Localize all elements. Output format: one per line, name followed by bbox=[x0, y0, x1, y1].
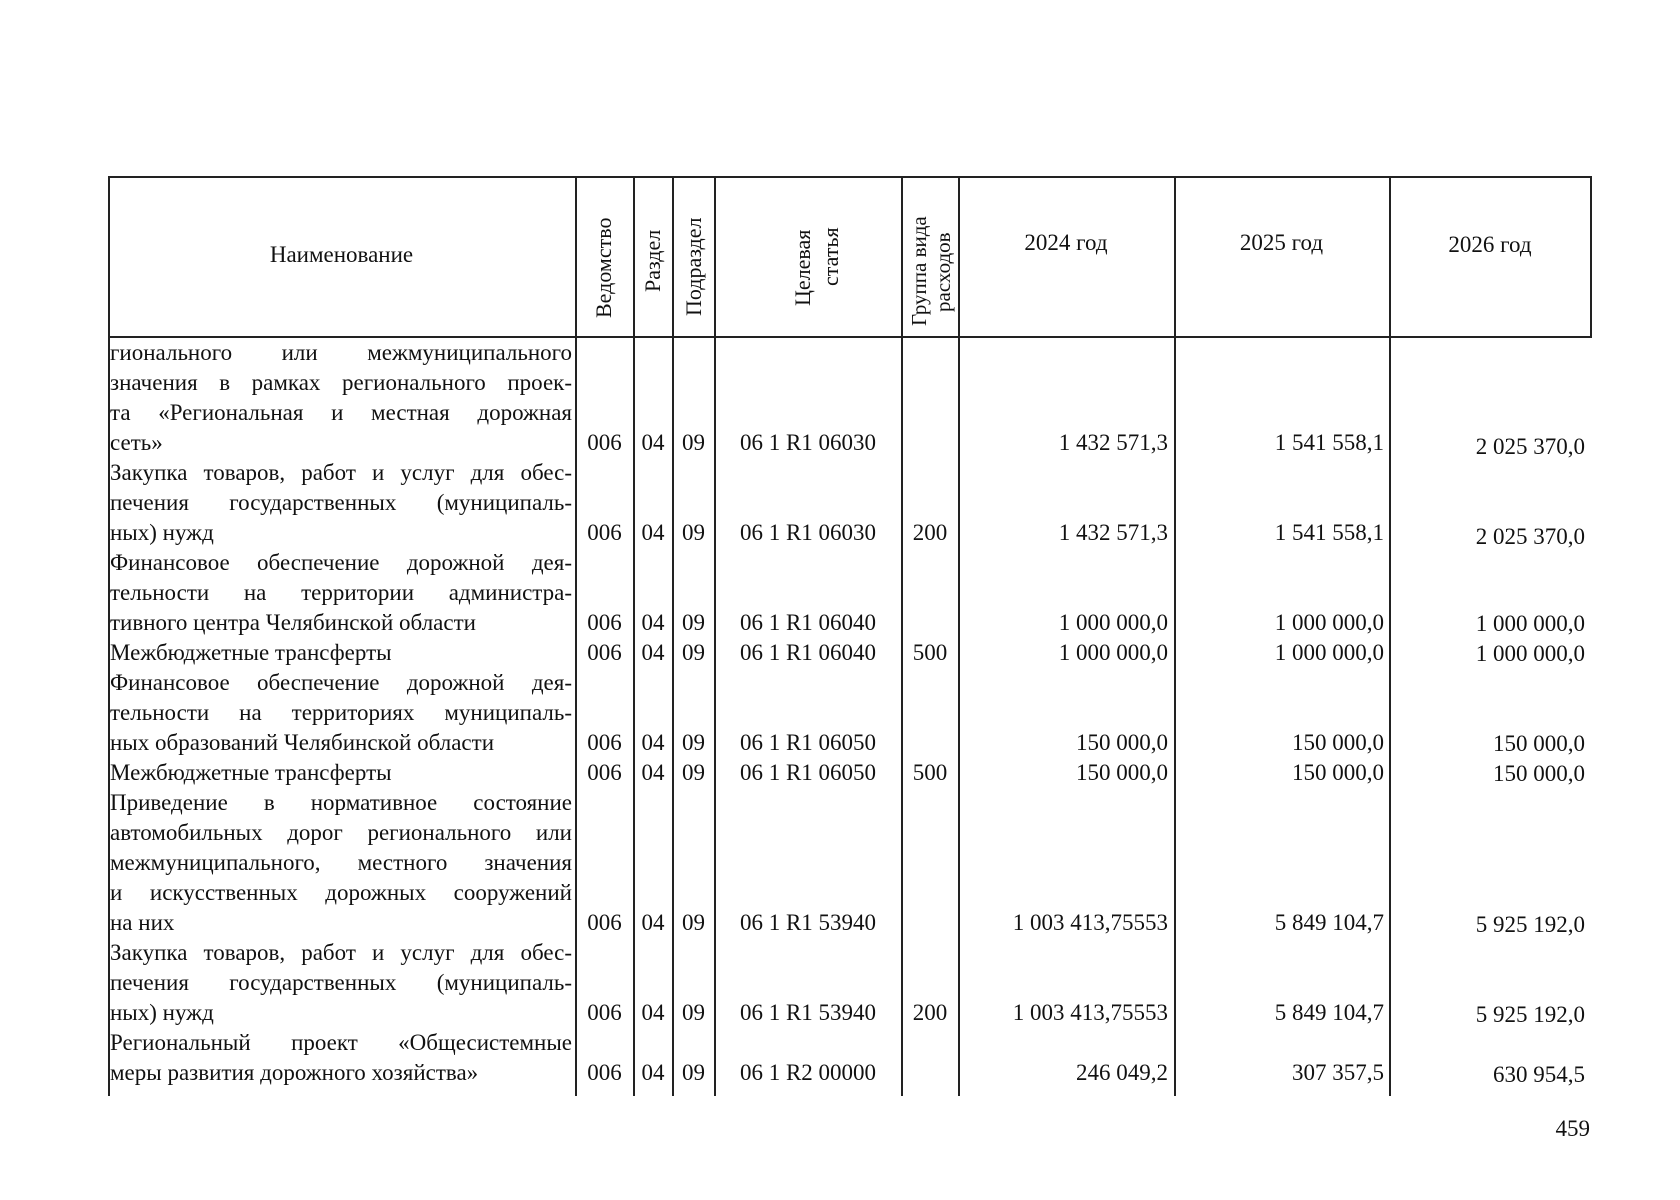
row-2026: 2 025 370,0 bbox=[1475, 434, 1585, 459]
header-podrazdel: Подраздел bbox=[681, 217, 706, 316]
row-razdel: 04 bbox=[641, 610, 665, 635]
row-target: 06 1 R1 06030 bbox=[739, 430, 877, 455]
row-vedomstvo: 006 bbox=[587, 910, 622, 935]
header-col-sep bbox=[901, 176, 903, 336]
row-name-line: печения государственных (муниципаль- bbox=[110, 490, 572, 515]
row-group: 500 bbox=[912, 760, 948, 785]
row-name-line: Региональный проект «Общесистемные bbox=[110, 1030, 572, 1055]
row-razdel: 04 bbox=[641, 1000, 665, 1025]
header-group-line1: Группа вида bbox=[907, 216, 931, 326]
row-podrazdel: 09 bbox=[682, 760, 705, 785]
row-2025: 1 000 000,0 bbox=[1274, 640, 1384, 665]
row-podrazdel: 09 bbox=[682, 610, 705, 635]
row-2025: 150 000,0 bbox=[1292, 730, 1384, 755]
row-2024: 150 000,0 bbox=[1076, 730, 1168, 755]
row-razdel: 04 bbox=[641, 520, 665, 545]
row-2025: 5 849 104,7 bbox=[1274, 910, 1384, 935]
row-podrazdel: 09 bbox=[682, 910, 705, 935]
row-name-line: значения в рамках регионального проек- bbox=[110, 370, 572, 395]
row-2024: 1 003 413,75553 bbox=[1012, 1000, 1168, 1025]
row-podrazdel: 09 bbox=[682, 520, 705, 545]
row-2024: 1 000 000,0 bbox=[1058, 610, 1168, 635]
row-name-line: ных) нужд bbox=[110, 1000, 214, 1025]
row-2025: 1 000 000,0 bbox=[1274, 610, 1384, 635]
row-name-line: тельности на территории администра- bbox=[110, 580, 572, 605]
row-2024: 1 003 413,75553 bbox=[1012, 910, 1168, 935]
row-podrazdel: 09 bbox=[682, 430, 705, 455]
row-name-line: Приведение в нормативное состояние bbox=[110, 790, 572, 815]
row-name-line: сеть» bbox=[110, 430, 163, 455]
row-razdel: 04 bbox=[641, 430, 665, 455]
row-group: 200 bbox=[912, 1000, 948, 1025]
header-group-line2: расходов bbox=[931, 232, 955, 312]
row-razdel: 04 bbox=[641, 730, 665, 755]
header-col-sep bbox=[1174, 176, 1176, 336]
row-podrazdel: 09 bbox=[682, 1000, 705, 1025]
row-2025: 307 357,5 bbox=[1292, 1060, 1384, 1085]
row-2024: 150 000,0 bbox=[1076, 760, 1168, 785]
row-target: 06 1 R1 53940 bbox=[739, 910, 877, 935]
row-2026: 150 000,0 bbox=[1493, 761, 1585, 786]
row-name-line: Межбюджетные трансферты bbox=[110, 640, 392, 665]
row-name-line: тельности на территориях муниципаль- bbox=[110, 700, 572, 725]
row-vedomstvo: 006 bbox=[587, 430, 622, 455]
row-2026: 5 925 192,0 bbox=[1475, 1002, 1585, 1027]
row-name-line: меры развития дорожного хозяйства» bbox=[110, 1060, 479, 1085]
row-target: 06 1 R2 00000 bbox=[739, 1060, 877, 1085]
row-name-line: тивного центра Челябинской области bbox=[110, 610, 476, 635]
row-name-line: та «Региональная и местная дорожная bbox=[110, 400, 572, 425]
row-2024: 1 000 000,0 bbox=[1058, 640, 1168, 665]
header-target-line2: статья bbox=[818, 227, 843, 286]
header-2025: 2025 год bbox=[1239, 230, 1324, 255]
row-razdel: 04 bbox=[641, 910, 665, 935]
header-col-sep bbox=[958, 176, 960, 336]
row-2025: 1 541 558,1 bbox=[1274, 520, 1384, 545]
header-vedomstvo: Ведомство bbox=[591, 217, 616, 318]
header-col-sep bbox=[672, 176, 674, 336]
row-razdel: 04 bbox=[641, 760, 665, 785]
header-2026: 2026 год bbox=[1448, 232, 1532, 257]
row-2026: 5 925 192,0 bbox=[1475, 912, 1585, 937]
row-name-line: печения государственных (муниципаль- bbox=[110, 970, 572, 995]
row-2026: 1 000 000,0 bbox=[1475, 641, 1585, 666]
header-name: Наименование bbox=[269, 242, 414, 267]
header-col-sep bbox=[633, 176, 635, 336]
row-vedomstvo: 006 bbox=[587, 1000, 622, 1025]
row-vedomstvo: 006 bbox=[587, 520, 622, 545]
row-target: 06 1 R1 06040 bbox=[739, 640, 877, 665]
row-2025: 1 541 558,1 bbox=[1274, 430, 1384, 455]
row-name-line: автомобильных дорог регионального или bbox=[110, 820, 572, 845]
row-2025: 5 849 104,7 bbox=[1274, 1000, 1384, 1025]
header-col-sep bbox=[575, 176, 577, 336]
row-2024: 1 432 571,3 bbox=[1058, 430, 1168, 455]
row-razdel: 04 bbox=[641, 1060, 665, 1085]
row-group: 500 bbox=[912, 640, 948, 665]
row-name-line: Финансовое обеспечение дорожной дея- bbox=[110, 550, 572, 575]
header-2024: 2024 год bbox=[1024, 230, 1108, 255]
row-name-line: ных образований Челябинской области bbox=[110, 730, 495, 755]
budget-table bbox=[108, 176, 1592, 1096]
body-col-sep bbox=[901, 337, 903, 1096]
header-razdel: Раздел bbox=[640, 229, 665, 292]
row-name-line: Закупка товаров, работ и услуг для обес- bbox=[110, 940, 572, 965]
header-target-line1: Целевая bbox=[790, 229, 815, 306]
row-2024: 246 049,2 bbox=[1076, 1060, 1168, 1085]
header-col-sep bbox=[714, 176, 716, 336]
row-2026: 150 000,0 bbox=[1493, 731, 1585, 756]
row-name-line: гионального или межмуниципального bbox=[110, 340, 572, 365]
row-vedomstvo: 006 bbox=[587, 640, 622, 665]
row-name-line: и искусственных дорожных сооружений bbox=[110, 880, 572, 905]
row-target: 06 1 R1 06050 bbox=[739, 730, 877, 755]
table-top-border bbox=[108, 176, 1592, 178]
row-vedomstvo: 006 bbox=[587, 760, 622, 785]
row-vedomstvo: 006 bbox=[587, 1060, 622, 1085]
row-podrazdel: 09 bbox=[682, 640, 705, 665]
row-name-line: Закупка товаров, работ и услуг для обес- bbox=[110, 460, 572, 485]
row-2024: 1 432 571,3 bbox=[1058, 520, 1168, 545]
row-target: 06 1 R1 53940 bbox=[739, 1000, 877, 1025]
row-name-line: Финансовое обеспечение дорожной дея- bbox=[110, 670, 572, 695]
row-2026: 1 000 000,0 bbox=[1475, 611, 1585, 636]
row-name-line: межмуниципального, местного значения bbox=[110, 850, 572, 875]
page-number: 459 bbox=[1555, 1116, 1590, 1141]
row-2026: 2 025 370,0 bbox=[1475, 524, 1585, 549]
row-group: 200 bbox=[912, 520, 948, 545]
row-target: 06 1 R1 06040 bbox=[739, 610, 877, 635]
row-2026: 630 954,5 bbox=[1493, 1062, 1585, 1087]
row-vedomstvo: 006 bbox=[587, 610, 622, 635]
row-podrazdel: 09 bbox=[682, 730, 705, 755]
row-vedomstvo: 006 bbox=[587, 730, 622, 755]
row-target: 06 1 R1 06030 bbox=[739, 520, 877, 545]
row-name-line: Межбюджетные трансферты bbox=[110, 760, 392, 785]
row-name-line: на них bbox=[110, 910, 175, 935]
row-razdel: 04 bbox=[641, 640, 665, 665]
row-podrazdel: 09 bbox=[682, 1060, 705, 1085]
row-target: 06 1 R1 06050 bbox=[739, 760, 877, 785]
row-2025: 150 000,0 bbox=[1292, 760, 1384, 785]
row-name-line: ных) нужд bbox=[110, 520, 214, 545]
